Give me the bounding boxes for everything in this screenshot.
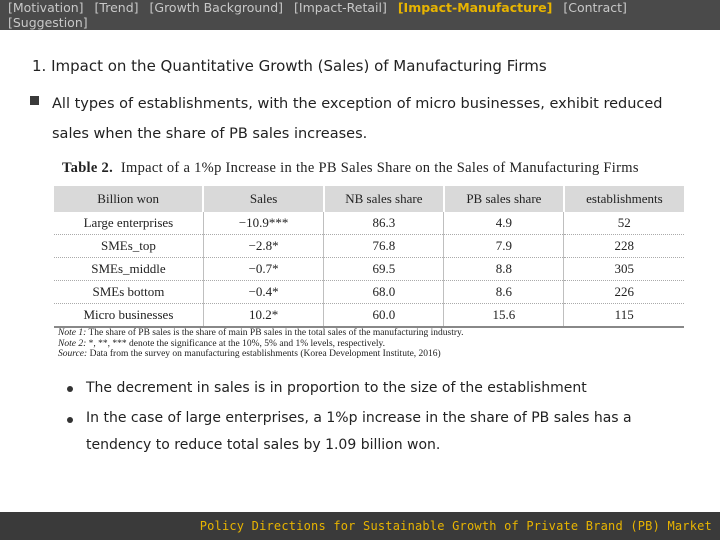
main-bullet-text: All types of establishments, with the exception of micro businesses, exhibit reduced sales when the share of PB sales increases.	[52, 96, 663, 142]
table-cell: −0.7*	[203, 258, 323, 281]
nav-item-impact-retail[interactable]: [Impact-Retail]	[294, 0, 387, 15]
table-cell: 4.9	[444, 212, 564, 235]
table-cell: 115	[564, 304, 684, 328]
note-text: Data from the survey on manufacturing establishments (Korea Development Institute, 2016)	[89, 349, 441, 359]
table-cell: 15.6	[444, 304, 564, 328]
nav-item-impact-manufacture[interactable]: [Impact-Manufacture]	[397, 0, 553, 15]
table-row	[54, 258, 684, 281]
nav-item-motivation[interactable]: [Motivation]	[8, 0, 84, 15]
header-cell: NB sales share	[324, 186, 444, 212]
table-row	[54, 304, 684, 328]
table-notes	[58, 328, 464, 360]
table-cell: 86.3	[324, 212, 444, 235]
note-text: *, **, *** denote the significance at the 10%, 5% and 1% levels, respectively.	[88, 338, 386, 349]
sales-impact-table	[54, 186, 684, 328]
table-source	[58, 349, 464, 360]
table-cell: −10.9***	[203, 212, 323, 235]
square-bullet-icon	[30, 96, 39, 105]
sub-bullet-1: The decrement in sales is in proportion to the size of the establishment	[86, 380, 587, 396]
table-cell: 8.6	[444, 281, 564, 304]
section-navigation	[0, 0, 720, 30]
header-cell: Billion won	[54, 186, 203, 212]
table-row	[54, 281, 684, 304]
table-header-row	[54, 186, 684, 212]
table-cell: −0.4*	[203, 281, 323, 304]
table-cell: 7.9	[444, 235, 564, 258]
table-cell: 8.8	[444, 258, 564, 281]
table-cell: Micro businesses	[54, 304, 203, 328]
sub-bullet-2: In the case of large enterprises, a 1%p increase in the share of PB sales has a tendency to reduce total sales by 1.09 billion won.	[86, 410, 632, 453]
table-cell: −2.8*	[203, 235, 323, 258]
table-row	[54, 212, 684, 235]
table-cell: 52	[564, 212, 684, 235]
nav-item-growth-background[interactable]: [Growth Background]	[149, 0, 284, 15]
header-cell: establishments	[564, 186, 684, 212]
table-cell: 60.0	[324, 304, 444, 328]
table-cell: SMEs_middle	[54, 258, 203, 281]
table-cell: 68.0	[324, 281, 444, 304]
table-note-2	[58, 339, 464, 350]
table-note-1	[58, 328, 464, 339]
table-caption-label: Table 2.	[62, 160, 114, 176]
table-caption-text: Impact of a 1%p Increase in the PB Sales Share on the Sales of Manufacturing Firms	[120, 160, 639, 176]
note-text: The share of PB sales is the share of main PB sales in the total sales of the manufacturing industry.	[88, 328, 464, 338]
note-label: Note 2:	[58, 338, 87, 349]
table-cell: 69.5	[324, 258, 444, 281]
table-cell: SMEs bottom	[54, 281, 203, 304]
table-cell: 305	[564, 258, 684, 281]
table-cell: 228	[564, 235, 684, 258]
round-bullet-icon	[67, 417, 73, 423]
round-bullet-icon	[67, 386, 73, 392]
footer-bar	[0, 512, 720, 540]
nav-item-trend[interactable]: [Trend]	[94, 0, 139, 15]
sales-impact-table-figure	[52, 157, 688, 360]
note-label: Source:	[58, 349, 88, 359]
header-cell: Sales	[203, 186, 323, 212]
section-heading: 1. Impact on the Quantitative Growth (Sales) of Manufacturing Firms	[32, 57, 547, 75]
table-cell: 226	[564, 281, 684, 304]
footer-title: Policy Directions for Sustainable Growth of Private Brand (PB) Market	[199, 519, 712, 533]
nav-item-suggestion[interactable]: [Suggestion]	[8, 15, 88, 30]
table-cell: 10.2*	[203, 304, 323, 328]
table-cell: 76.8	[324, 235, 444, 258]
table-caption	[62, 160, 639, 177]
table-row	[54, 235, 684, 258]
table-cell: Large enterprises	[54, 212, 203, 235]
nav-item-contract[interactable]: [Contract]	[563, 0, 627, 15]
table-cell: SMEs_top	[54, 235, 203, 258]
note-label: Note 1:	[58, 328, 87, 338]
header-cell: PB sales share	[444, 186, 564, 212]
